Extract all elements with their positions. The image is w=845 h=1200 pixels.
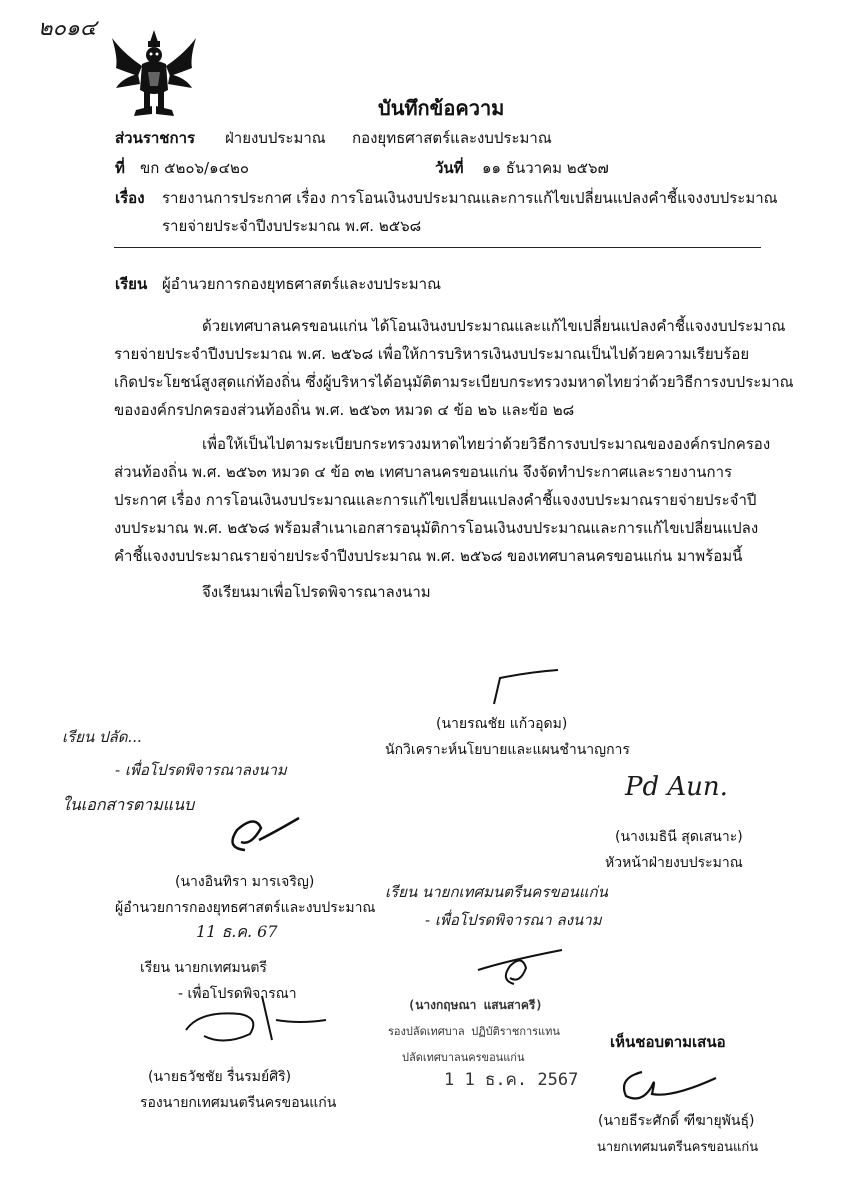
deputy-clerk-name: (นางกฤษณา แสนสาครี)	[408, 998, 543, 1012]
left-note-line-3: ในเอกสารตามแนบ	[62, 795, 195, 814]
deputy-mayor-name: (นายธวัชชัย รื่นรมย์ศิริ)	[148, 1069, 292, 1085]
director-signature	[215, 810, 305, 860]
deputy-mayor-signature	[180, 990, 330, 1050]
mayor-position: นายกเทศมนตรีนครขอนแก่น	[597, 1140, 759, 1155]
paragraph-1	[114, 312, 794, 424]
analyst-position: นักวิเคราะห์นโยบายและแผนชำนาญการ	[385, 742, 630, 758]
document-title: บันทึกข้อความ	[378, 96, 505, 120]
deputy-clerk-position-2: ปลัดเทศบาลนครขอนแก่น	[402, 1051, 525, 1064]
date-label: วันที่	[435, 159, 464, 177]
date-value: ๑๑ ธันวาคม ๒๕๖๗	[482, 159, 609, 177]
deputy-mayor-position: รองนายกเทศมนตรีนครขอนแก่น	[140, 1095, 337, 1111]
paragraph-2-line: ส่วนท้องถิ่น พ.ศ. ๒๕๖๓ หมวด ๔ ข้อ ๓๒ เทศบาลนครขอนแก่น จึงจัดทำประกาศและรายงานการ	[114, 463, 733, 481]
mayor-name: (นายธีระศักดิ์ ฑีฆายุพันธุ์)	[598, 1113, 755, 1129]
mayor-signature	[612, 1064, 722, 1106]
paragraph-1-line: เกิดประโยชน์สูงสุดแก่ท้องถิ่น ซึ่งผู้บริหารได้อนุมัติตามระเบียบกระทรวงมหาดไทยว่าด้วยวิธีการงบประมาณ	[114, 373, 794, 391]
header-divider	[114, 247, 761, 248]
dept-value-2: กองยุทธศาสตร์และงบประมาณ	[352, 129, 552, 147]
paragraph-1-line: ด้วยเทศบาลนครขอนแก่น ได้โอนเงินงบประมาณและแก้ไขเปลี่ยนแปลงคำชี้แจงงบประมาณ	[202, 317, 786, 335]
approval-text: เห็นชอบตามเสนอ	[610, 1033, 726, 1051]
paragraph-1-line: รายจ่ายประจำปีงบประมาณ พ.ศ. ๒๕๖๘ เพื่อให้การบริหารเงินงบประมาณเป็นไปด้วยความเรียบร้อย	[114, 345, 750, 363]
director-date: 11 ธ.ค. 67	[196, 922, 278, 941]
closing-line: จึงเรียนมาเพื่อโปรดพิจารณาลงนาม	[202, 583, 431, 601]
budget-head-signature: Pd Aun.	[625, 772, 728, 802]
left-note-line-2: - เพื่อโปรดพิจารณาลงนาม	[115, 761, 287, 779]
deputy-clerk-position-1: รองปลัดเทศบาล ปฏิบัติราชการแทน	[388, 1025, 560, 1038]
dept-value-1: ฝ่ายงบประมาณ	[225, 129, 326, 147]
received-date-stamp: 1 1 ธ.ค. 2567	[444, 1070, 579, 1090]
salutation-value: ผู้อำนวยการกองยุทธศาสตร์และงบประมาณ	[162, 275, 442, 293]
paragraph-2-line: งบประมาณ พ.ศ. ๒๕๖๘ พร้อมสำเนาเอกสารอนุมัติการโอนเงินงบประมาณและการแก้ไขเปลี่ยนแปลง	[114, 519, 759, 537]
paragraph-2-line: เพื่อให้เป็นไปตามระเบียบกระทรวงมหาดไทยว่าด้วยวิธีการงบประมาณขององค์กรปกครอง	[202, 435, 771, 453]
paragraph-2-line: คำชี้แจงงบประมาณรายจ่ายประจำปีงบประมาณ พ.ศ. ๒๕๖๘ ของเทศบาลนครขอนแก่น มาพร้อมนี้	[114, 547, 743, 565]
mid-note-line-1: เรียน นายกเทศมนตรีนครขอนแก่น	[385, 883, 608, 901]
subject-label: เรื่อง	[115, 189, 145, 207]
paragraph-2	[114, 430, 771, 570]
analyst-name: (นายรณชัย แก้วอุดม)	[436, 716, 568, 732]
director-position: ผู้อำนวยการกองยุทธศาสตร์และงบประมาณ	[115, 900, 376, 916]
paragraph-2-line: ประกาศ เรื่อง การโอนเงินงบประมาณและการแก้ไขเปลี่ยนแปลงคำชี้แจงงบประมาณรายจ่ายประจำปี	[114, 491, 757, 509]
corner-number: ๒๐๑๔	[38, 16, 97, 41]
ref-label: ที่	[115, 159, 125, 177]
mid-note-line-2: - เพื่อโปรดพิจารณา ลงนาม	[425, 911, 602, 929]
dept-label: ส่วนราชการ	[115, 129, 196, 147]
deputy-clerk-signature	[470, 940, 570, 990]
garuda-emblem	[108, 28, 200, 120]
left-note-line-1: เรียน ปลัด...	[62, 728, 142, 746]
paragraph-1-line: ขององค์กรปกครองส่วนท้องถิ่น พ.ศ. ๒๕๖๓ หมวด ๔ ข้อ ๒๖ และข้อ ๒๘	[114, 401, 575, 419]
budget-head-position: หัวหน้าฝ่ายงบประมาณ	[605, 855, 743, 871]
subject-line-1: รายงานการประกาศ เรื่อง การโอนเงินงบประมาณและการแก้ไขเปลี่ยนแปลงคำชี้แจงงบประมาณ	[162, 189, 778, 207]
ref-value: ขก ๕๒๐๖/๑๔๒๐	[140, 159, 249, 177]
subject-line-2: รายจ่ายประจำปีงบประมาณ พ.ศ. ๒๕๖๘	[162, 217, 422, 235]
salutation-label: เรียน	[115, 275, 148, 293]
left-note2-line-2: - เพื่อโปรดพิจารณา	[178, 986, 297, 1002]
left-note2-line-1: เรียน นายกเทศมนตรี	[140, 960, 267, 976]
director-name: (นางอินทิรา มารเจริญ)	[175, 874, 315, 890]
analyst-signature	[480, 668, 570, 708]
budget-head-name: (นางเมธินี สุดเสนาะ)	[615, 829, 743, 845]
